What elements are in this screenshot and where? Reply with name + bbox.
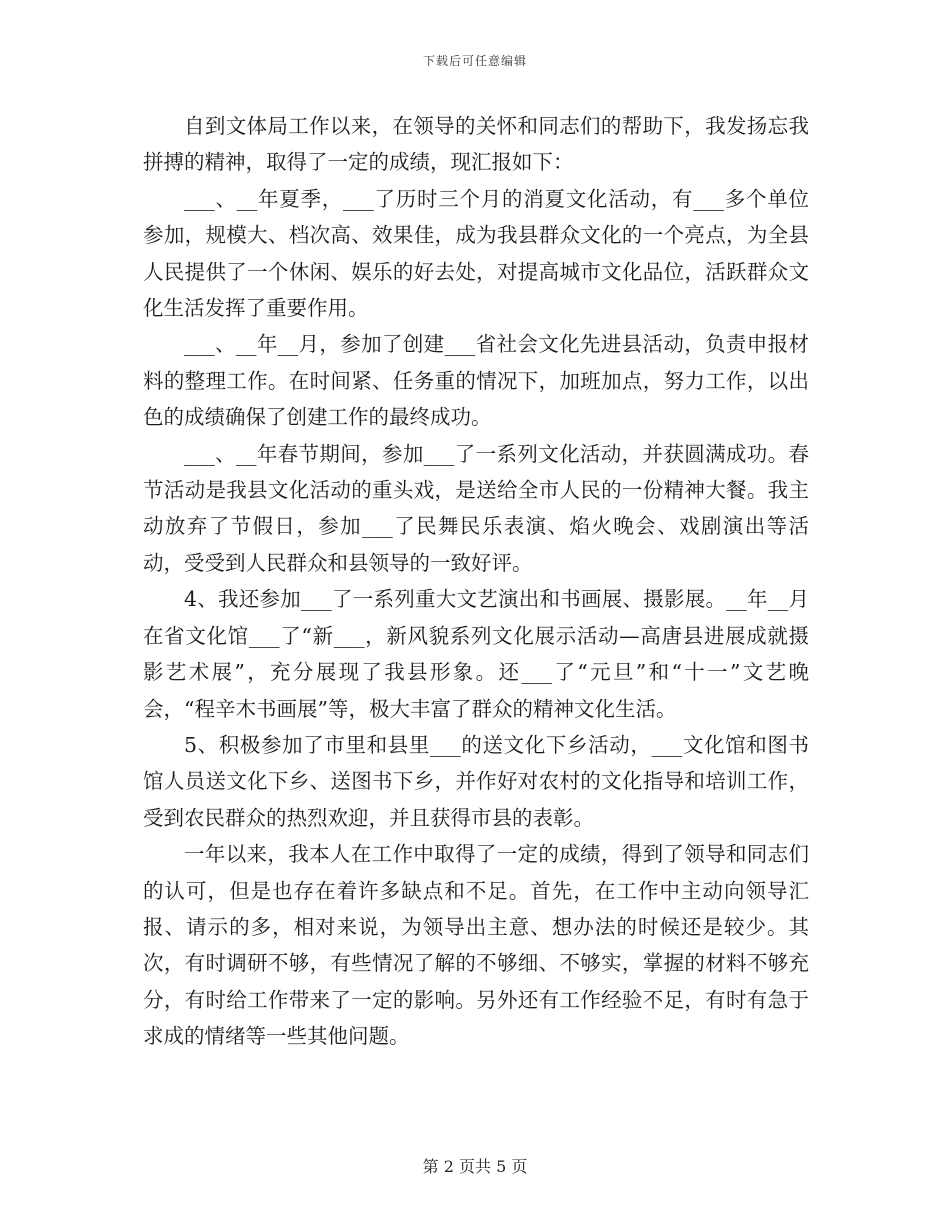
paragraph-intro: 自到文体局工作以来，在领导的关怀和同志们的帮助下，我发扬忘我拼搏的精神，取得了一定的成绩，现汇报如下： xyxy=(143,114,809,175)
page-number-footer: 第 2 页共 5 页 xyxy=(422,1157,528,1176)
document-body xyxy=(143,108,809,1055)
paragraph-shortcomings: 一年以来，我本人在工作中取得了一定的成绩，得到了领导和同志们的认可，但是也存在着许多缺点和不足。首先，在工作中主动向领导汇报、请示的多，相对来说，为领导出主意、想办法的时候还是较少。其次，有时调研不够，有些情况了解的不够细、不够实，掌握的材料不够充分，有时给工作带来了一定的影响。另外还有工作经验不足，有时有急于求成的情绪等一些其他问题。 xyxy=(143,842,809,1049)
paragraph-item-5: 5、积极参加了市里和县里___的送文化下乡活动，___文化馆和图书馆人员送文化下乡、送图书下乡，并作好对农村的文化指导和培训工作，受到农民群众的热烈欢迎，并且获得市县的表彰。 xyxy=(143,732,809,830)
page-header-note: 下载后可任意编辑 xyxy=(422,54,527,68)
paragraph-spring-festival: ___、__年春节期间，参加___了一系列文化活动，并获圆满成功。春节活动是我县文化活动的重头戏，是送给全市人民的一份精神大餐。我主动放弃了节假日，参加___了民舞民乐表演、焰火晚会、戏剧演出等活动，受受到人民群众和县领导的一致好评。 xyxy=(143,441,809,575)
paragraph-item-4: 4、我还参加___了一系列重大文艺演出和书画展、摄影展。__年__月在省文化馆___了“新___，新风貌系列文化展示活动—高唐县进展成就摄影艺术展”，充分展现了我县形象。还___了“元旦”和“十一”文艺晚会，“程辛木书画展”等，极大丰富了群众的精神文化生活。 xyxy=(143,587,809,721)
paragraph-advanced-county: ___、__年__月，参加了创建___省社会文化先进县活动，负责申报材料的整理工作。在时间紧、任务重的情况下，加班加点，努力工作，以出色的成绩确保了创建工作的最终成功。 xyxy=(143,332,809,430)
paragraph-summer-activity: ___、__年夏季，___了历时三个月的消夏文化活动，有___多个单位参加，规模大、档次高、效果佳，成为我县群众文化的一个亮点，为全县人民提供了一个休闲、娱乐的好去处，对提高城市文化品位，活跃群众文化生活发挥了重要作用。 xyxy=(143,186,809,321)
